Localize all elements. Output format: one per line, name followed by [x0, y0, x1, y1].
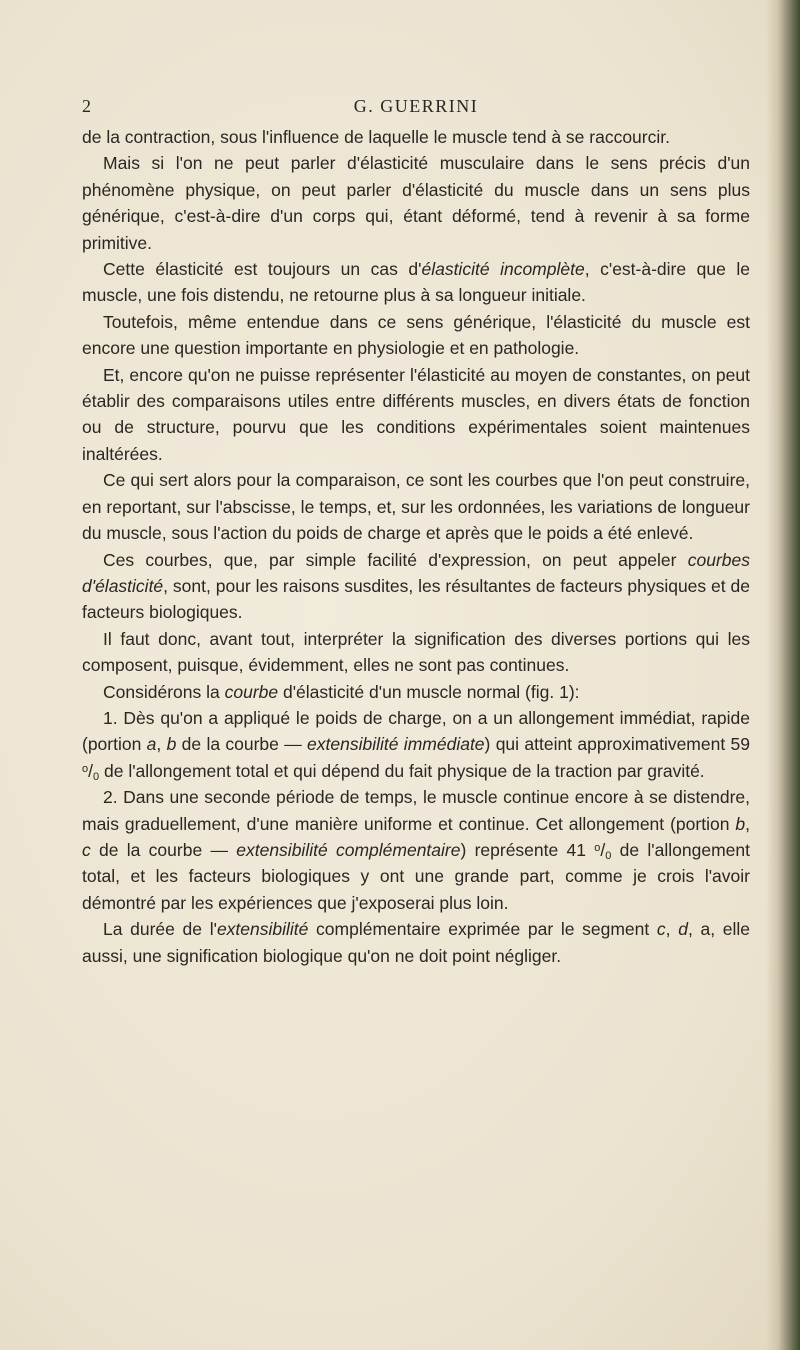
paragraph-1: de la contraction, sous l'influence de laquelle le muscle tend à se raccourcir. [82, 127, 670, 147]
italic-term: courbe [224, 681, 279, 702]
list-item-2: 2. Dans une seconde période de temps, le muscle continue encore à se distendre, mais graduellement, d'une manière uniforme et continue. Cet allongement (portion b, c de la courbe — extensibilité complémentaire) représente 41 $^o/_0$ de l'allongement total, et les facteurs biologiques y ont une grande part, comme je crois l'avoir démontré par les expériences que j'exposerai plus loin. [82, 787, 750, 913]
page-number: 2 [82, 96, 91, 116]
paragraph-4: Toutefois, même entendue dans ce sens générique, l'élasticité du muscle est encore une question importante en physiologie et en pathologie. [82, 311, 750, 359]
italic-term: extensibilité immédiate [307, 734, 485, 755]
paragraph-2: Mais si l'on ne peut parler d'élasticité musculaire dans le sens précis d'un phénomène physique, on peut parler d'élasticité du muscle dans un sens plus générique, c'est-à-dire d'un corps qui, étant déformé, tend à revenir à sa forme primitive. [82, 153, 750, 253]
paragraph-6: Ce qui sert alors pour la comparaison, ce sont les courbes que l'on peut construire, en reportant, sur l'abscisse, le temps, et, sur les ordonnées, les variations de longueur du muscle, sous l'action du poids de charge et après que le poids a été enlevé. [82, 470, 750, 544]
italic-term: élasticité incomplète [421, 259, 585, 280]
paragraph-5: Et, encore qu'on ne puisse représenter l'élasticité au moyen de constantes, on peut établir des comparaisons utiles entre différents muscles, en divers états de fonction ou de structure, pourvu que les conditions expérimentales soient maintenues inaltérées. [82, 364, 750, 464]
running-head: G. GUERRINI [353, 96, 479, 116]
list-item-1: 1. Dès qu'on a appliqué le poids de charge, on a un allongement immédiat, rapide (portion a, b de la courbe — extensibilité immédiate) qui atteint approximativement 59 $^o/_0$ de l'allongement total et qui dépend du fait physique de la traction par gravité. [82, 707, 751, 783]
paragraph-10: La durée de l'extensibilité complémentaire exprimée par le segment c, d, a, elle aussi, une signification biologique qu'on ne doit point négliger. [82, 919, 750, 966]
italic-term: extensibilité [216, 919, 309, 940]
paragraph-9: Considérons la courbe d'élasticité d'un muscle normal (fig. 1): [103, 681, 580, 702]
paragraph-3: Cette élasticité est toujours un cas d'élasticité incomplète, c'est-à-dire que le muscle, une fois distendu, ne retourne plus à sa longueur initiale. [82, 259, 750, 306]
body-text [82, 124, 750, 969]
italic-term: extensibilité complémentaire [236, 839, 461, 860]
paragraph-8: Il faut donc, avant tout, interpréter la signification des diverses portions qui les composent, puisque, évidemment, elles ne sont pas continues. [82, 628, 750, 676]
italic-term: courbes d'élasticité [82, 549, 750, 596]
paragraph-7: Ces courbes, que, par simple facilité d'expression, on peut appeler courbes d'élasticité, sont, pour les raisons susdites, les résultantes de facteurs physiques et de facteurs biologiques. [82, 549, 750, 623]
binding-edge-shadow [766, 0, 800, 1350]
page-header [82, 96, 750, 120]
